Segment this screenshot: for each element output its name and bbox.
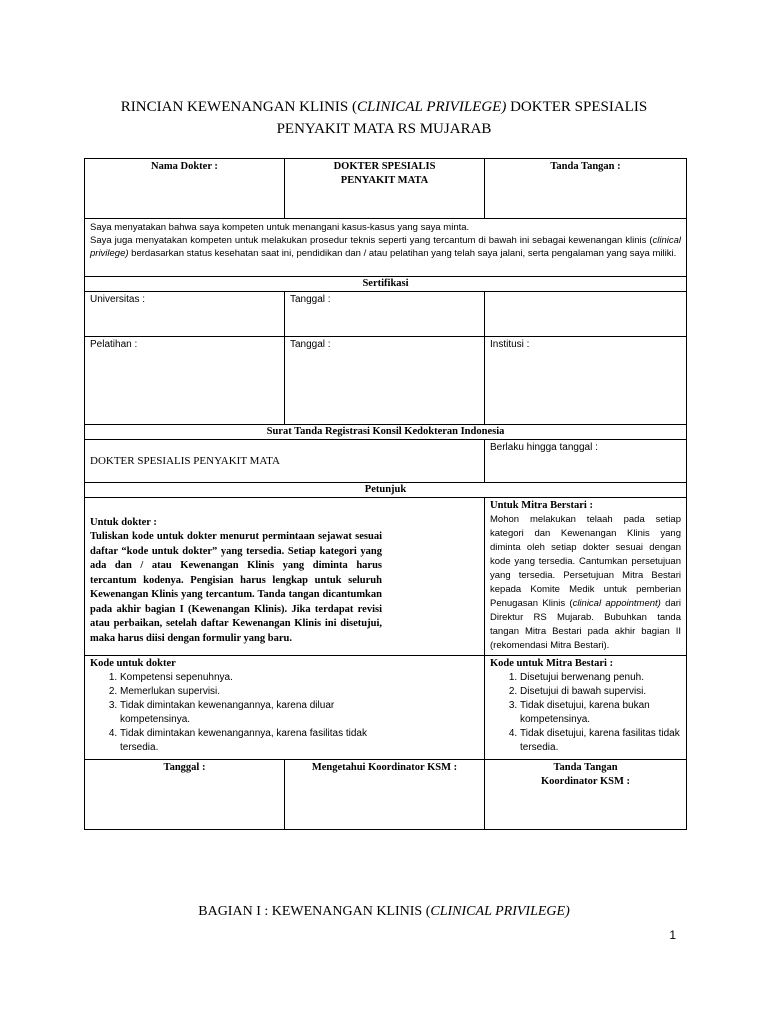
kode-dokter-item: 2. Memerlukan supervisi. [120, 685, 370, 699]
pelatihan-tanggal-field[interactable]: Tanggal : [285, 337, 485, 425]
kode-dokter-item: 3. Tidak dimintakan kewenangannya, karena diluar kompetensinya. [120, 699, 370, 727]
kode-mitra-item: 3. Tidak disetujui, karena bukan kompetensinya. [520, 699, 681, 727]
petunjuk-heading: Petunjuk [85, 483, 687, 498]
part-title: BAGIAN I : KEWENANGAN KLINIS (CLINICAL PRIVILEGE) [198, 904, 570, 919]
koordinator-signature-field[interactable]: Tanda Tangan Koordinator KSM : [485, 760, 687, 830]
sertifikasi-heading: Sertifikasi [85, 277, 687, 292]
pelatihan-field[interactable]: Pelatihan : [85, 337, 285, 425]
str-heading: Surat Tanda Registrasi Konsil Kedokteran Indonesia [85, 425, 687, 440]
nama-dokter-cell[interactable]: Nama Dokter : [85, 159, 285, 219]
footer-tanggal-field[interactable]: Tanggal : [85, 760, 285, 830]
kode-mitra-item: 4. Tidak disetujui, karena fasilitas tidak tersedia. [520, 727, 681, 755]
universitas-row [85, 292, 687, 337]
institusi-field[interactable]: Institusi : [485, 337, 687, 425]
kode-mitra-item: 1. Disetujui berwenang penuh. [520, 671, 681, 685]
title-line-2: PENYAKIT MATA RS MUJARAB [276, 121, 492, 137]
petunjuk-mitra-cell: Untuk Mitra Berstari : Mohon melakukan telaah pada setiap kategori dan Kewenangan Klinis yang diminta oleh setiap dokter sesuai dengan kode yang tersedia. Cantumkan persetujuan yang tersedia. Persetujuan Mitra Bestari kepada Komite Medik untuk pemberian Penugasan Klinis (clinical appointment) dari Direktur RS Mujarab. Bubuhkan tanda tangan Mitra Bestari pada akhir bagian II (rekomendasi Mitra Bestari). [485, 498, 687, 656]
universitas-empty-cell[interactable] [485, 292, 687, 337]
petunjuk-row [85, 498, 687, 656]
kode-dokter-list [90, 671, 370, 755]
header-row [85, 159, 687, 219]
berlaku-field[interactable]: Berlaku hingga tanggal : [485, 440, 687, 483]
signature-row [85, 760, 687, 830]
kode-row [85, 656, 687, 760]
universitas-field[interactable]: Universitas : [85, 292, 285, 337]
kode-dokter-item: 1. Kompetensi sepenuhnya. [120, 671, 370, 685]
petunjuk-mitra-text: Mohon melakukan telaah pada setiap kategori dan Kewenangan Klinis yang diminta oleh setiap dokter sesuai dengan kode yang tersedia. Cantumkan persetujuan yang tersedia. Persetujuan Mitra Bestari kepada Komite Medik untuk pemberian Penugasan Klinis (clinical appointment) dari Direktur RS Mujarab. Bubuhkan tanda tangan Mitra Bestari pada akhir bagian II (rekomendasi Mitra Bestari). [490, 514, 681, 651]
pelatihan-row [85, 337, 687, 425]
sertifikasi-heading-row [85, 277, 687, 292]
kode-mitra-cell: Kode untuk Mitra Bestari : 1. Disetujui berwenang penuh. 2. Disetujui di bawah supervisi. 3. Tidak disetujui, karena bukan kompetensinya. 4. Tidak disetujui, karena fasilitas tidak tersedia. [485, 656, 687, 760]
str-spesialis-cell: DOKTER SPESIALIS PENYAKIT MATA [85, 440, 485, 483]
spesialis-cell: DOKTER SPESIALIS PENYAKIT MATA [285, 159, 485, 219]
title-line-1: RINCIAN KEWENANGAN KLINIS (CLINICAL PRIVILEGE) DOKTER SPESIALIS [120, 99, 648, 115]
kode-mitra-list [490, 671, 681, 755]
str-heading-row [85, 425, 687, 440]
statement-row [85, 219, 687, 277]
petunjuk-dokter-cell: Untuk dokter : Tuliskan kode untuk dokter menurut permintaan sejawat sesuai daftar “kode untuk dokter” yang tersedia. Setiap kategori yang ada dan / atau Kewenangan Klinis yang diminta harus tercantum kodenya. Pengisian harus lengkap untuk seluruh Kewenangan Klinis yang tercantum. Tanda tangan dicantumkan pada akhir bagian I (Kewenangan Klinis). Jika terdapat revisi atau perbaikan, setelah daftar Kewenangan Klinis ini disetujui, maka harus diisi dengan formulir yang baru. [85, 498, 485, 656]
petunjuk-dokter-text: Tuliskan kode untuk dokter menurut permintaan sejawat sesuai daftar “kode untuk dokter” yang tersedia. Setiap kategori yang ada dan / atau Kewenangan Klinis yang diminta harus tercantum kodenya. Pengisian harus lengkap untuk seluruh Kewenangan Klinis yang tercantum. Tanda tangan dicantumkan pada akhir bagian I (Kewenangan Klinis). Jika terdapat revisi atau perbaikan, setelah daftar Kewenangan Klinis ini disetujui, maka harus diisi dengan formulir yang baru. [90, 531, 382, 644]
mengetahui-koordinator-field[interactable]: Mengetahui Koordinator KSM : [285, 760, 485, 830]
statement-cell: Saya menyatakan bahwa saya kompeten untuk menangani kasus-kasus yang saya minta. Saya juga menyatakan kompeten untuk melakukan prosedur teknis seperti yang tercantum di bawah ini sebagai kewenangan klinis (clinical privilege) berdasarkan status kesehatan saat ini, pendidikan dan / atau pelatihan yang telah saya jalani, serta pengalaman yang saya miliki. [85, 219, 687, 277]
petunjuk-heading-row [85, 483, 687, 498]
page-number: 1 [669, 928, 676, 942]
kode-mitra-item: 2. Disetujui di bawah supervisi. [520, 685, 681, 699]
universitas-tanggal-field[interactable]: Tanggal : [285, 292, 485, 337]
document-title [0, 96, 768, 140]
tanda-tangan-cell[interactable]: Tanda Tangan : [485, 159, 687, 219]
kode-dokter-cell: Kode untuk dokter 1. Kompetensi sepenuhnya. 2. Memerlukan supervisi. 3. Tidak dimintakan kewenangannya, karena diluar kompetensinya. 4. Tidak dimintakan kewenangannya, karena fasilitas tidak tersedia. [85, 656, 485, 760]
str-row [85, 440, 687, 483]
kode-dokter-item: 4. Tidak dimintakan kewenangannya, karena fasilitas tidak tersedia. [120, 727, 370, 755]
privilege-form-table [84, 158, 687, 830]
